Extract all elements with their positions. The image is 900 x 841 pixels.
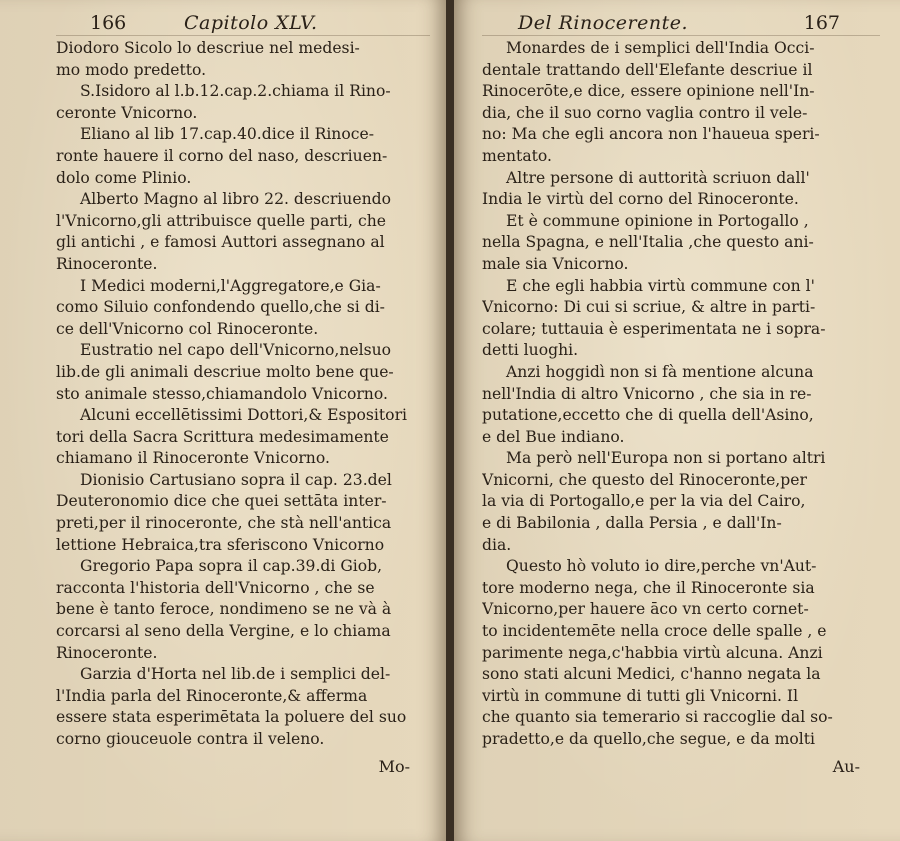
header-rule bbox=[56, 35, 430, 36]
text-line: nella Spagna, e nell'Italia ,che questo ani- bbox=[482, 233, 814, 252]
left-catchword: Mo- bbox=[378, 756, 410, 776]
text-line: e del Bue indiano. bbox=[482, 427, 625, 446]
text-line: ce dell'Vnicorno col Rinoceronte. bbox=[56, 319, 319, 338]
text-line: mentato. bbox=[482, 146, 552, 165]
text-line: sono stati alcuni Medici, c'hanno negata la bbox=[482, 665, 821, 684]
text-line: Deuteronomio dice che quei settāta inter- bbox=[56, 492, 387, 511]
text-line: Rinoceronte. bbox=[56, 254, 158, 273]
text-line: Vnicorno,per hauere āco vn certo cornet- bbox=[482, 600, 809, 619]
text-line: Eliano al lib 17.cap.40.dice il Rinoce- bbox=[80, 125, 374, 144]
text-line: corcarsi al seno della Vergine, e lo chiama bbox=[56, 622, 391, 641]
left-page bbox=[0, 0, 446, 841]
text-line: Questo hò voluto io dire,perche vn'Aut- bbox=[506, 557, 817, 576]
text-line: Eustratio nel capo dell'Vnicorno,nelsuo bbox=[80, 341, 392, 360]
text-line: ronte hauere il corno del naso, descriuen- bbox=[56, 146, 388, 165]
text-line: Et è commune opinione in Portogallo , bbox=[506, 211, 809, 230]
text-line: Vnicorno: Di cui si scriue, & altre in parti- bbox=[482, 298, 816, 317]
text-line: tori della Sacra Scrittura medesimamente bbox=[56, 427, 389, 446]
text-line: male sia Vnicorno. bbox=[482, 254, 629, 273]
text-line: chiamano il Rinoceronte Vnicorno. bbox=[56, 449, 330, 468]
text-line: E che egli habbia virtù commune con l' bbox=[506, 276, 815, 295]
text-line: l'Vnicorno,gli attribuisce quelle parti, che bbox=[56, 211, 386, 230]
left-body-text bbox=[56, 38, 430, 751]
text-line: ceronte Vnicorno. bbox=[56, 103, 198, 122]
text-line: parimente nega,c'habbia virtù alcuna. Anzi bbox=[482, 643, 823, 662]
text-line: dentale trattando dell'Elefante descriue il bbox=[482, 60, 813, 79]
text-line: racconta l'historia dell'Vnicorno , che se bbox=[56, 578, 375, 597]
text-line: bene è tanto feroce, nondimeno se ne và à bbox=[56, 600, 392, 619]
text-line: Rinocerōte,e dice, essere opinione nell'In- bbox=[482, 82, 815, 101]
text-line: e di Babilonia , dalla Persia , e dall'In- bbox=[482, 514, 782, 533]
right-catchword: Au- bbox=[832, 756, 860, 776]
text-line: dolo come Plinio. bbox=[56, 168, 192, 187]
text-line: dia. bbox=[482, 535, 512, 554]
text-line: tore moderno nega, che il Rinoceronte sia bbox=[482, 578, 815, 597]
right-body-text bbox=[482, 38, 880, 751]
text-line: la via di Portogallo,e per la via del Cairo, bbox=[482, 492, 806, 511]
text-line: sto animale stesso,chiamandolo Vnicorno. bbox=[56, 384, 388, 403]
book-gutter bbox=[446, 0, 454, 841]
header-rule bbox=[482, 35, 880, 36]
left-page-header bbox=[56, 12, 430, 38]
text-line: lib.de gli animali descriue molto bene que- bbox=[56, 362, 394, 381]
right-running-head: Del Rinocerente. bbox=[518, 12, 689, 34]
text-line: Monardes de i semplici dell'India Occi- bbox=[506, 39, 815, 57]
text-line: che quanto sia temerario si raccoglie dal so- bbox=[482, 708, 833, 727]
text-line: no: Ma che egli ancora non l'haueua speri- bbox=[482, 125, 820, 144]
text-line: essere stata esperimētata la poluere del suo bbox=[56, 708, 407, 727]
text-line: India le virtù del corno del Rinoceronte. bbox=[482, 190, 799, 209]
text-line: mo modo predetto. bbox=[56, 60, 207, 79]
text-line: nell'India di altro Vnicorno , che sia in re- bbox=[482, 384, 812, 403]
text-line: putatione,eccetto che di quella dell'Asino, bbox=[482, 406, 814, 425]
text-line: Gregorio Papa sopra il cap.39.di Giob, bbox=[80, 557, 383, 576]
text-line: Altre persone di auttorità scriuon dall' bbox=[506, 168, 810, 187]
left-running-head: Capitolo XLV. bbox=[184, 12, 318, 34]
text-line: gli antichi , e famosi Auttori assegnano al bbox=[56, 233, 385, 252]
left-page-number: 166 bbox=[90, 12, 127, 34]
text-line: Garzia d'Horta nel lib.de i semplici del- bbox=[80, 665, 391, 684]
text-line: corno giouceuole contra il veleno. bbox=[56, 730, 325, 748]
text-line: l'India parla del Rinoceronte,& afferma bbox=[56, 686, 368, 705]
text-line: pradetto,e da quello,che segue, e da molti bbox=[482, 730, 816, 748]
text-line: colare; tuttauia è esperimentata ne i sopra- bbox=[482, 319, 826, 338]
text-line: to incidentemēte nella croce delle spalle , e bbox=[482, 622, 827, 641]
text-line: Vnicorni, che questo del Rinoceronte,per bbox=[482, 470, 807, 489]
text-line: virtù in commune di tutti gli Vnicorni. Il bbox=[482, 686, 799, 705]
text-line: I Medici moderni,l'Aggregatore,e Gia- bbox=[80, 276, 381, 295]
text-line: Alcuni eccellētissimi Dottori,& Espositori bbox=[80, 406, 408, 425]
text-line: Dionisio Cartusiano sopra il cap. 23.del bbox=[80, 470, 392, 489]
right-page bbox=[454, 0, 900, 841]
text-line: Anzi hoggidì non si fà mentione alcuna bbox=[506, 362, 814, 381]
text-line: Ma però nell'Europa non si portano altri bbox=[506, 449, 826, 468]
text-line: Diodoro Sicolo lo descriue nel medesi- bbox=[56, 39, 360, 57]
text-line: S.Isidoro al l.b.12.cap.2.chiama il Rino- bbox=[80, 82, 391, 101]
text-line: Rinoceronte. bbox=[56, 643, 158, 662]
text-line: Alberto Magno al libro 22. descriuendo bbox=[80, 190, 391, 209]
text-line: lettione Hebraica,tra sferiscono Vnicorno bbox=[56, 535, 385, 554]
text-line: detti luoghi. bbox=[482, 341, 579, 360]
right-page-header bbox=[482, 12, 880, 38]
text-line: como Siluio confondendo quello,che si di- bbox=[56, 298, 385, 317]
text-line: preti,per il rinoceronte, che stà nell'antica bbox=[56, 514, 392, 533]
text-line: dia, che il suo corno vaglia contro il vele- bbox=[482, 103, 808, 122]
right-page-number: 167 bbox=[803, 12, 840, 34]
